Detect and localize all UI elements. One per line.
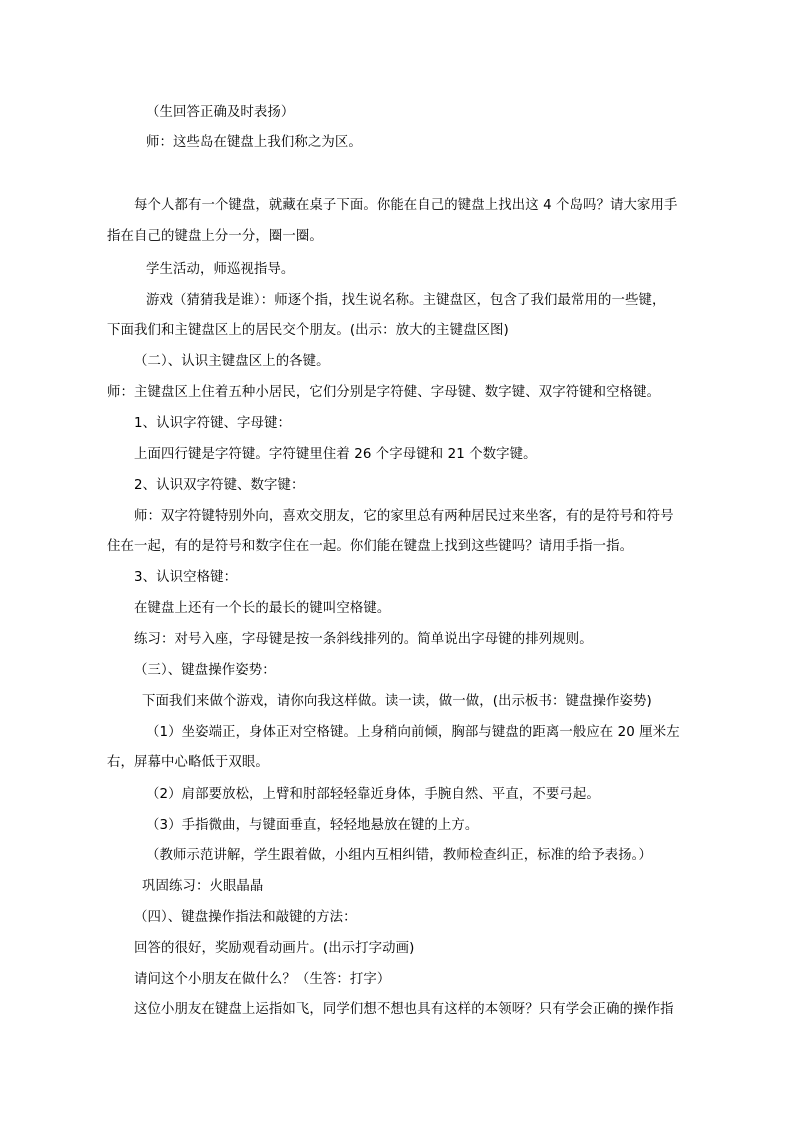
text-line: 这位小朋友在键盘上运指如飞，同学们想不想也具有这样的本领呀？只有学会正确的操作指 xyxy=(134,1002,674,1017)
section-heading: （四）、键盘操作指法和敲键的方法： xyxy=(134,910,357,925)
text-line: 下面我们来做个游戏，请你向我这样做。读一读，做一做，(出示板书：键盘操作姿势) xyxy=(142,694,652,709)
text-line: 下面我们和主键盘区上的居民交个朋友。(出示：放大的主键盘区图) xyxy=(107,323,509,338)
text-line: 请问这个小朋友在做什么？（生答：打字） xyxy=(134,972,391,987)
text-line: 在键盘上还有一个长的最长的键叫空格键。 xyxy=(134,601,391,616)
text-line: 右，屏幕中心略低于双眼。 xyxy=(107,755,269,770)
text-line: （1）坐姿端正，身体正对空格键。上身稍向前倾，胸部与键盘的距离一般应在 20 厘米左 xyxy=(146,725,680,740)
text-line: 练习：对号入座，字母键是按一条斜线排列的。简单说出字母键的排列规则。 xyxy=(134,632,593,647)
section-heading: （三）、键盘操作姿势： xyxy=(134,663,276,678)
text-line: 住在一起，有的是符号和数字住在一起。你们能在键盘上找到这些键吗？请用手指一指。 xyxy=(107,539,634,554)
text-line: 师：双字符键特别外向，喜欢交朋友，它的家里总有两种居民过来坐客，有的是符号和符号 xyxy=(134,509,674,524)
text-line: （教师示范讲解，学生跟着做，小组内互相纠错，教师检查纠正，标准的给予表扬。） xyxy=(146,848,652,863)
text-line: 游戏（猜猜我是谁）：师逐个指，找生说名称。主键盘区，包含了我们最常用的一些键， xyxy=(146,293,666,308)
subheading: 3、认识空格键： xyxy=(134,570,238,585)
text-line: （2）肩部要放松，上臂和肘部轻轻靠近身体，手腕自然、平直，不要弓起。 xyxy=(146,787,600,802)
section-heading: （二）、认识主键盘区上的各键。 xyxy=(134,354,330,369)
subheading: 2、认识双字符键、数字键： xyxy=(134,478,305,493)
text-line: 巩固练习：火眼晶晶 xyxy=(142,879,264,894)
text-line: 学生活动，师巡视指导。 xyxy=(146,262,295,277)
text-line: 每个人都有一个键盘，就藏在桌子下面。你能在自己的键盘上找出这 4 个岛吗？请大家用手 xyxy=(134,198,678,213)
text-line: （3）手指微曲，与键面垂直，轻轻地悬放在键的上方。 xyxy=(146,818,479,833)
text-line: 指在自己的键盘上分一分，圈一圈。 xyxy=(107,229,323,244)
text-line: 师：主键盘区上住着五种小居民，它们分别是字符健、字母键、数字键、双字符键和空格键。 xyxy=(107,385,661,400)
subheading: 1、认识字符键、字母键： xyxy=(134,416,292,431)
text-line: （生回答正确及时表扬） xyxy=(146,105,295,120)
text-line: 上面四行键是字符键。字符键里住着 26 个字母键和 21 个数字键。 xyxy=(134,447,537,462)
text-line: 师：这些岛在键盘上我们称之为区。 xyxy=(146,135,362,150)
text-line: 回答的很好，奖励观看动画片。(出示打字动画) xyxy=(134,941,415,956)
